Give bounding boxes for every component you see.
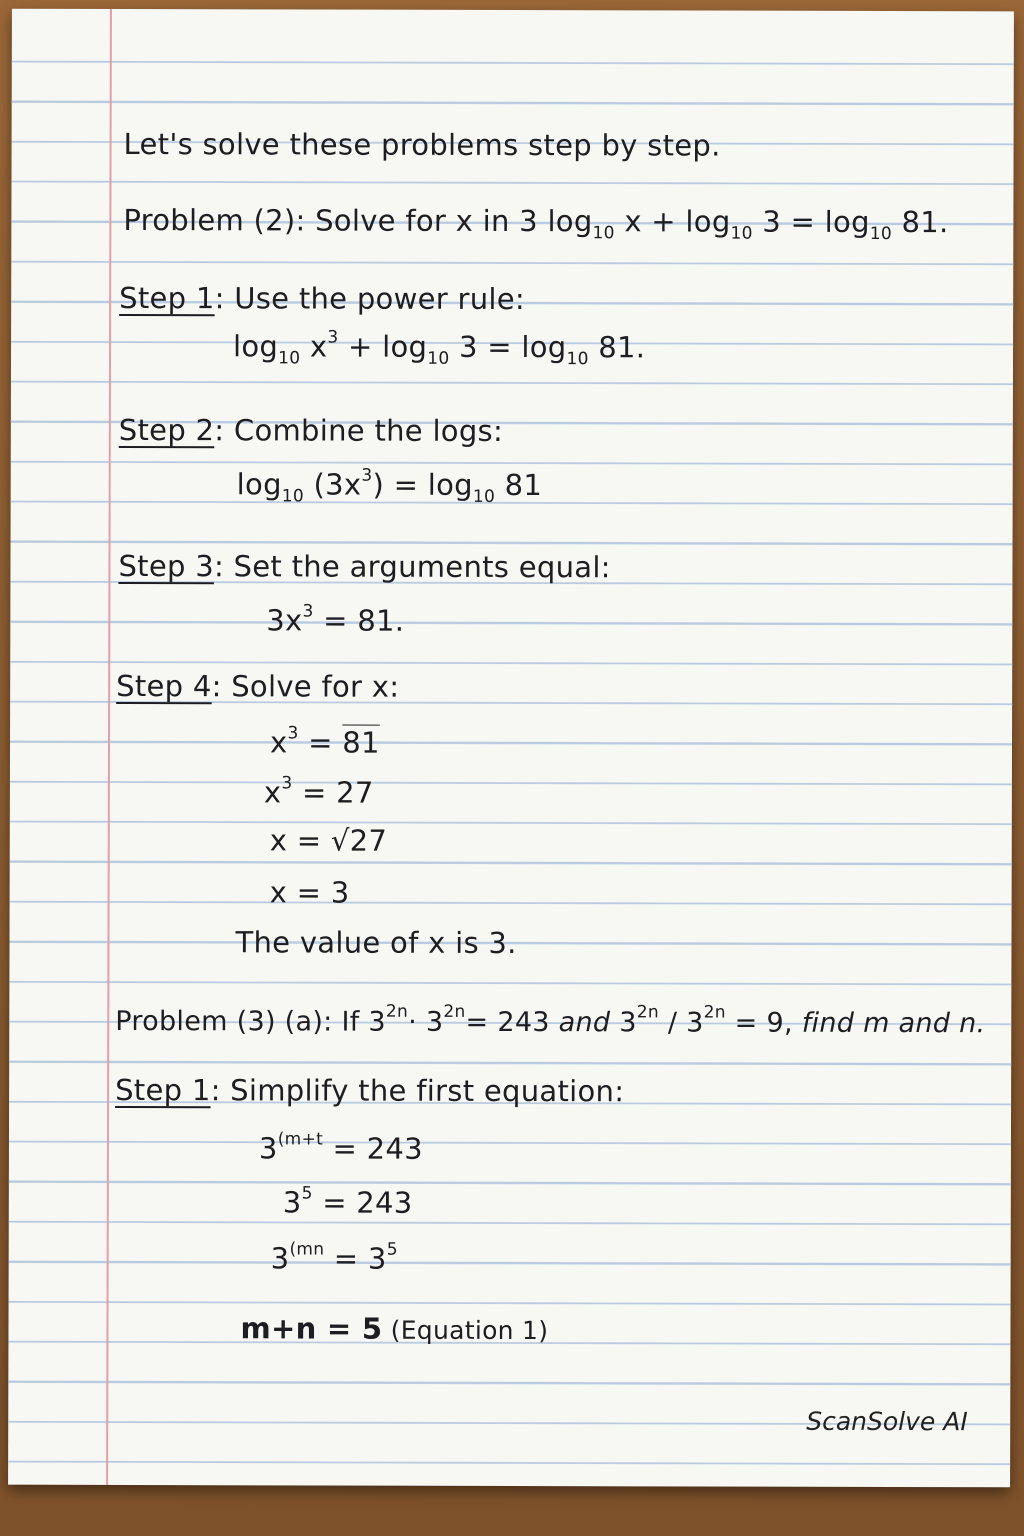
p3-step1-line2: $3^5 = 243$: [282, 1183, 413, 1220]
problem2-heading-text: Problem (2): Solve for x in: [123, 202, 510, 238]
p3-step1-text: : Simplify the first equation:: [210, 1073, 625, 1109]
intro-text: Let's solve these problems step by step.: [123, 126, 721, 163]
step1-text: : Use the power rule:: [214, 281, 526, 317]
p3-step1-label: Step 1: [115, 1072, 211, 1108]
step2-text: : Combine the logs:: [214, 413, 504, 448]
step4-text: : Solve for x:: [211, 669, 400, 704]
answer-text: The value of x is 3.: [235, 925, 517, 961]
problem2-equation: 3 $\log_{10} x + \log_{10} 3 = \log_{10} 81$.: [519, 204, 949, 244]
step4-label: Step 4: [116, 668, 212, 704]
notebook-page: [8, 9, 1014, 1488]
step1-label: Step 1: [119, 280, 215, 316]
step3-heading: [118, 549, 610, 584]
step4-line1: $x^3 = 81$: [269, 723, 380, 760]
p3-step1-line3: $3^{(mn} = 3^5$: [270, 1239, 398, 1276]
step3-text: : Set the arguments equal:: [213, 549, 611, 585]
step3-equation: $3x^3 = 81$.: [266, 601, 405, 638]
step2-label: Step 2: [118, 412, 215, 448]
step2-heading: [119, 413, 503, 448]
step3-label: Step 3: [118, 548, 215, 584]
step4-line3: x = √27: [269, 823, 388, 858]
p3-step1-line1: $3^{(m+t} = 243$: [258, 1129, 423, 1166]
step1-equation: $\log_{10} x^3 + \log_{10} 3 = \log_{10} 81$.: [233, 327, 646, 370]
step4-line4: x = 3: [269, 875, 350, 910]
step4-line2: $x^3 = 27$: [263, 773, 374, 810]
step2-equation: $\log_{10} (3x^3) = \log_{10} 81$: [236, 465, 543, 507]
problem3-heading: Problem (3) (a): If $3^{2n}\cdot 3^{2n}= 243$ and $3^{2n} / 3^{2n} = 9$, find m and n.: [115, 1001, 986, 1040]
p3-step1-line4: m+n = 5 (Equation 1): [240, 1311, 549, 1346]
step1-heading: [119, 281, 525, 316]
step4-heading: [116, 669, 399, 704]
margin-line: [106, 9, 112, 1485]
p3-step1-heading: [115, 1073, 624, 1108]
problem2-heading: [123, 203, 948, 244]
brand-watermark: ScanSolve AI: [806, 1406, 968, 1437]
